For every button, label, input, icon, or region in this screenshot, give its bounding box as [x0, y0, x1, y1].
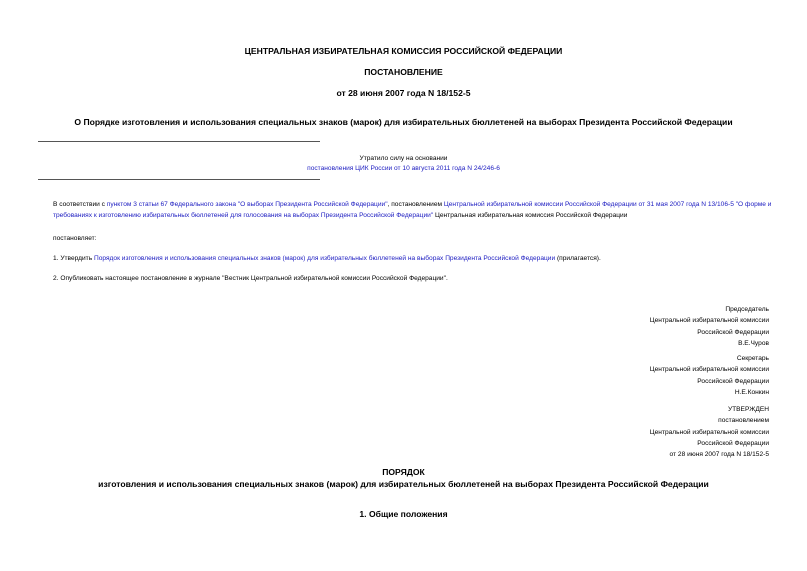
chair-name: В.Е.Чуров — [738, 339, 769, 347]
section-1-heading: 1. Общие положения — [359, 509, 448, 519]
approved-date: от 28 июня 2007 года N 18/152-5 — [669, 451, 769, 459]
intro-prefix: В соответствии с — [53, 201, 107, 208]
secretary-signature — [650, 353, 769, 398]
status-link-row — [0, 164, 807, 173]
doc-type-heading: ПОСТАНОВЛЕНИЕ — [364, 67, 443, 77]
chair-signature — [650, 304, 769, 349]
secretary-name: Н.Е.Конкин — [734, 388, 769, 396]
resolves-text: постановляет: — [53, 235, 97, 242]
approved-country: Российской Федерации — [697, 439, 769, 447]
approved-by: постановлением — [718, 417, 769, 425]
approval-stamp — [650, 404, 769, 460]
chair-org: Центральной избирательной комиссии — [649, 317, 769, 325]
divider-bottom — [38, 179, 320, 180]
approved-org: Центральной избирательной комиссии — [649, 428, 769, 436]
item-1-prefix: 1. Утвердить — [53, 255, 94, 262]
commission-heading: ЦЕНТРАЛЬНАЯ ИЗБИРАТЕЛЬНАЯ КОМИССИЯ РОССИЙСКОЙ ФЕДЕРАЦИИ — [244, 46, 563, 56]
item-2: 2. Опубликовать настоящее постановление в журнале "Вестник Центральной избирательной комиссии Российской Федерации". — [53, 275, 448, 282]
annex-subtitle: изготовления и использования специальных знаков (марок) для избирательных бюллетеней на выборах Президента Российской Федерации — [98, 479, 709, 489]
secretary-org: Центральной избирательной комиссии — [649, 366, 769, 374]
chair-position: Председатель — [725, 306, 769, 313]
status-note: Утратило силу на основании — [359, 155, 448, 162]
secretary-position: Секретарь — [736, 355, 769, 362]
intro-resolution-link[interactable]: Центральной избирательной комиссии Российской Федерации от 31 мая 2007 года N 13/106-5 "О форме и требованиях к изготовлению избирательных бюллетеней для голосования на выборах Президента Российской Федерации" — [53, 201, 772, 219]
divider-top — [38, 141, 320, 142]
item-1-link[interactable]: Порядок изготовления и использования специальных знаков (марок) для избирательных бюллетеней на выборах Президента Российской Федерации — [93, 255, 556, 262]
chair-country: Российской Федерации — [697, 328, 769, 336]
intro-law-link[interactable]: пунктом 3 статьи 67 Федерального закона "О выборах Президента Российской Федерации" — [106, 201, 388, 208]
annex-title: ПОРЯДОК — [382, 467, 425, 477]
intro-paragraph — [53, 199, 773, 221]
approved-label: УТВЕРЖДЕН — [727, 406, 769, 413]
date-number: от 28 июня 2007 года N 18/152-5 — [336, 88, 471, 98]
status-link[interactable]: постановления ЦИК России от 10 августа 2011 года N 24/246-6 — [307, 165, 500, 172]
intro-mid: , постановлением — [387, 201, 444, 208]
secretary-country: Российской Федерации — [697, 377, 769, 385]
item-1-suffix: (прилагается). — [555, 255, 601, 262]
document-title: О Порядке изготовления и использования специальных знаков (марок) для избирательных бюллетеней на выборах Президента Российской Федерации — [74, 117, 733, 127]
intro-suffix: Центральная избирательная комиссия Российской Федерации — [433, 212, 628, 219]
item-1 — [53, 253, 773, 264]
